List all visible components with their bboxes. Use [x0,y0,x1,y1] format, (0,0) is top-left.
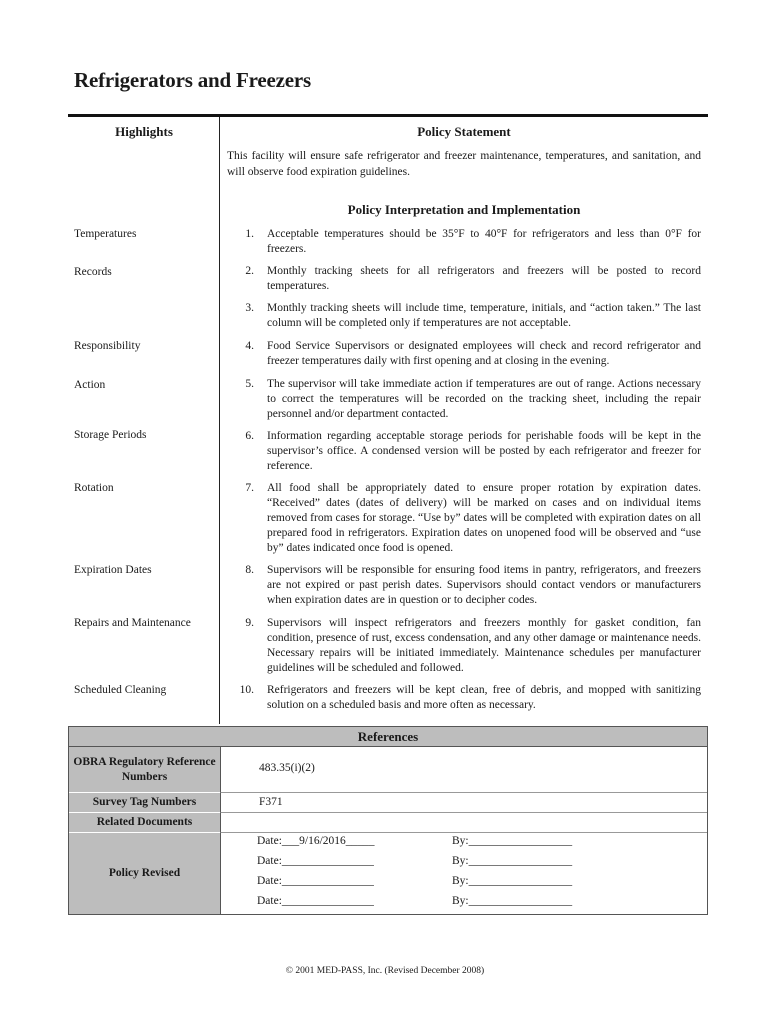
highlight-responsibility: Responsibility [74,340,141,352]
item-text: Acceptable temperatures should be 35°F to 40°F for refrigerators and less than 0°F for freezers. [267,228,701,255]
survey-tag-value-cell [220,793,707,813]
title-rule [68,114,708,117]
obra-label: OBRA Regulatory Reference Numbers [69,747,220,793]
highlight-scheduled-cleaning: Scheduled Cleaning [74,684,167,696]
highlight-action: Action [74,379,106,391]
revision-date: Date:________________ [257,895,374,907]
policy-revised-label: Policy Revised [69,833,220,914]
policy-statement-heading: Policy Statement [417,124,511,139]
item-number: 7. [245,482,254,494]
item-text: Monthly tracking sheets will include time, temperature, initials, and “action taken.” The last column will be completed only if temperatures are not acceptable. [267,302,701,329]
obra-value-cell [220,747,707,793]
item-number: 6. [245,430,254,442]
revision-by: By:__________________ [452,895,573,907]
item-text: The supervisor will take immediate action if temperatures are out of range. Actions necessary to correct the temperatures will be recorded on the tracking sheet, including the repair personnel and/or department contacted. [267,378,701,420]
highlight-expiration-dates: Expiration Dates [74,564,152,576]
highlight-storage-periods: Storage Periods [74,429,147,441]
survey-tag-label: Survey Tag Numbers [69,793,220,813]
revision-by: By:__________________ [452,835,573,847]
item-text: Supervisors will be responsible for ensuring food items in pantry, refrigerators, and freezers are not expired or past perish dates. Supervisors should contact vendors or manufacturers when expiration dates are in question or to decipher codes. [267,564,701,606]
revision-date: Date:________________ [257,855,374,867]
item-number: 2. [245,265,254,277]
related-documents-value-cell [220,813,707,833]
item-text: Information regarding acceptable storage periods for perishable foods will be kept in the supervisor’s office. A condensed version will be posted by each refrigerator and freezer for reference. [267,430,701,472]
item-number: 5. [245,378,254,390]
revision-date: Date:________________ [257,875,374,887]
revision-by: By:__________________ [452,875,573,887]
obra-value: 483.35(i)(2) [259,762,315,774]
references-heading: References [69,727,707,747]
item-text: Refrigerators and freezers will be kept clean, free of debris, and mopped with sanitizing solution on a scheduled basis and more often as necessary. [267,684,701,711]
interpretation-heading: Policy Interpretation and Implementation [347,202,581,217]
item-number: 4. [245,340,254,352]
revision-by: By:__________________ [452,855,573,867]
highlight-repairs-maintenance: Repairs and Maintenance [74,617,191,629]
related-documents-label: Related Documents [69,813,220,833]
highlight-rotation: Rotation [74,482,114,494]
revision-block [220,833,707,914]
footer-copyright: © 2001 MED-PASS, Inc. (Revised December 2008) [285,966,485,976]
item-text: Food Service Supervisors or designated employees will check and record refrigerator and freezer temperatures daily with first opening and at closing in the evening. [267,340,701,367]
survey-tag-value: F371 [259,796,283,808]
highlights-heading: Highlights [115,124,173,139]
highlight-records: Records [74,266,112,278]
references-table [68,726,708,915]
item-number: 9. [245,617,254,629]
page-title: Refrigerators and Freezers [74,68,311,92]
item-number: 3. [245,302,254,314]
revision-date: Date:___9/16/2016_____ [257,835,375,847]
item-number: 1. [245,228,254,240]
item-text: Monthly tracking sheets for all refrigerators and freezers will be posted to record temperatures. [267,265,701,292]
highlight-temperatures: Temperatures [74,228,137,240]
item-text: Supervisors will inspect refrigerators and freezers monthly for gasket condition, fan condition, presence of rust, excess condensation, and any other damage or maintenance needs. Necessary repairs will be initiated immediately. Maintenance schedules per manufacturer guidelines will be scheduled and followed. [267,617,701,674]
policy-statement-text: This facility will ensure safe refrigerator and freezer maintenance, temperatures, and sanitation, and will observe food expiration guidelines. [227,150,701,178]
item-number: 10. [239,684,254,696]
column-divider [219,117,220,724]
item-text: All food shall be appropriately dated to ensure proper rotation by expiration dates. “Received” dates (dates of delivery) will be marked on cases and on individual items removed from cases for storage. “Use by” dates will be completed with expiration dates on all prepared food in refrigerators. Expiration dates on unopened food will be observed and “use by” dates indicated once food is opened. [267,482,701,554]
item-number: 8. [245,564,254,576]
